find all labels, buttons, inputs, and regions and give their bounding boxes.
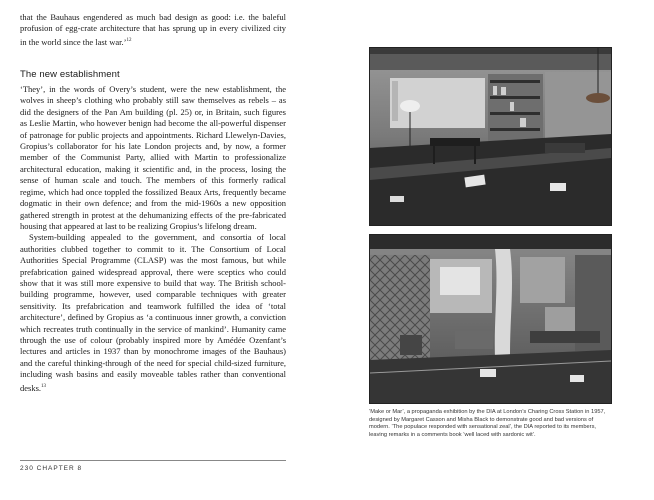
section-heading: The new establishment — [20, 69, 120, 81]
footnote-ref: 13 — [41, 383, 47, 389]
intro-paragraph: that the Bauhaus engendered as much bad design as good: i.e. the baleful profusion of egg-crate architecture that has sprung up in every civilized city in the world since the last war.’$^{12}$ — [20, 12, 286, 47]
main-text-column — [20, 12, 286, 394]
exhibition-photo-bottom — [369, 234, 612, 404]
exhibition-room-image-2 — [370, 235, 611, 403]
page-footer: 230 CHAPTER 8 — [20, 460, 286, 472]
paragraph-1: ‘They’, in the words of Overy’s student, were the new establishment, the wolves in sheep’s clothing who probably still saw themselves as rebels – as did the designers of the Pan Am building (pl. 25) or, in Britain, such figures as Leslie Martin, who however benign had become the all-powerful dispenser of patronage for public projects and appointments. Richard Llewelyn-Davies, Gropius’s collaborator for his late London projects and, by now, a former member of the Communist Party, allied with Martin to professionalize architectural education, making it scientific and, in the process, losing the sense of human scale and touch. The members of this formerly radical regime, which had once toppled the fossilized Beaux Arts, frequently became dogmatic in their own defence; and from the mid-1960s a new opposition gathered strength in protest at the dehumanizing effects of the pre-fabricated housing that appeared at last to be realizing Gropius’s lifelong dream. — [20, 84, 286, 231]
footnote-ref: 12 — [126, 37, 132, 43]
exhibition-room-image-1 — [370, 48, 611, 225]
photo-caption: ‘Make or Mar’, a propaganda exhibition by the DIA at London’s Charing Cross Station in 1957, designed by Margaret Casson and Misha Black to demonstrate good and bad versions of modern. ‘The populace responded with sensational zeal’, the DIA reported to its members, leaving remarks in a comments book ‘well laced with sardonic wit’. — [369, 409, 606, 438]
paragraph-2: System-building appealed to the government, and consortia of local authorities clubbed together to commit to it. The Consortium of Local Authorities Special Programme (CLASP) was the most famous, but while prefabrication gained widespread approval, there were sceptics who could show that it was still more expensive to build that way. The British school-building programme, however, used comparable techniques with greater sensitivity. Its prefabrication and teamwork fulfilled the idea of ‘total architecture’, defined by Gropius as ‘a continuous inner growth, a conviction which recreates truth continually in the service of mankind’. Humanity came through the use of colour (probably inspired more by Amédée Ozenfant’s lectures and articles in 1937 than by monochrome images of the Bauhaus) and the careful thinking-through of the need for special child-sized furniture, including wash basins and easily moveable tables rather than conventional desks.$^{13}$ — [20, 232, 286, 393]
exhibition-photo-top — [369, 47, 612, 226]
